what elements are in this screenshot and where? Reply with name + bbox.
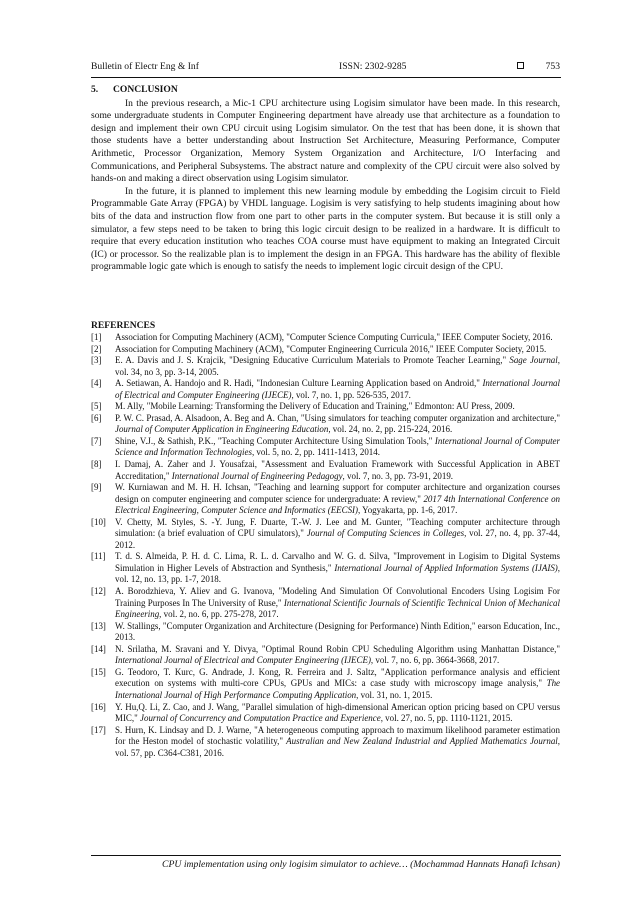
section-heading xyxy=(91,84,560,97)
reference-item xyxy=(91,644,560,667)
reference-number: [8] xyxy=(91,459,102,470)
reference-item xyxy=(91,482,560,517)
reference-details: , vol. 7, no. 6, pp. 3664-3668, 2017. xyxy=(370,655,500,666)
reference-item xyxy=(91,332,560,344)
reference-source: International Journal of Applied Information Systems (IJAIS) xyxy=(334,562,558,573)
header-rule xyxy=(91,77,561,78)
issn: ISSN: 2302-9285 xyxy=(339,61,407,72)
reference-item xyxy=(91,702,560,725)
reference-source: Australian and New Zealand Industrial and Applied Mathematics Journal xyxy=(286,736,558,747)
reference-item xyxy=(91,378,560,401)
reference-source: The International Journal of High Performance Computing Application xyxy=(115,678,560,700)
reference-text: E. A. Davis and J. S. Krajcik, "Designing Educative Curriculum Materials to Promote Teacher Learning," xyxy=(115,355,510,366)
reference-text: W. Kurniawan and M. H. H. Ichsan, "Teaching and learning support for computer architecture and organization courses design on computer engineering and computer science for undergraduate: A review," xyxy=(115,482,560,504)
reference-source: International Scientific Journals of Scientific Technical Union of Mechanical Engineering, xyxy=(115,597,560,620)
reference-item xyxy=(91,436,560,459)
square-icon xyxy=(517,62,524,69)
reference-source: Journal of Concurrency and Computation Practice and Experience xyxy=(140,713,381,724)
reference-number: [4] xyxy=(91,378,102,389)
reference-text: Y. Hu,Q. Li, Z. Cao, and J. Wang, "Parallel simulation of high-dimensional American option pricing based on CPU versus MIC," xyxy=(115,701,560,724)
reference-text: Shine, V.J., & Sathish, P.K., "Teaching Computer Architecture Using Simulation Tools," xyxy=(115,435,435,446)
conclusion-section xyxy=(91,84,560,274)
reference-number: [10] xyxy=(91,516,106,527)
reference-text: S. Hurn, K. Lindsay and D. J. Warne, "A heterogeneous computing approach to maximum likelihood parameter estimation for the Heston model of stochastic volatility," xyxy=(115,724,560,747)
reference-details: , vol. 7, no. 3, pp. 73-91, 2019. xyxy=(342,470,454,481)
reference-number: [6] xyxy=(91,412,102,423)
reference-item xyxy=(91,621,560,644)
reference-number: [9] xyxy=(91,482,102,493)
reference-source: International Journal of Computer Science and Information Technologies xyxy=(115,435,560,458)
reference-source: International Journal of Electrical and Computer Engineering (IJECE) xyxy=(115,378,560,400)
reference-source: Sage Journal xyxy=(509,355,558,366)
reference-details: , vol. 12, no. 13, pp. 1-7, 2018. xyxy=(115,562,560,585)
reference-source: Journal of Computing Sciences in Colleges xyxy=(306,528,465,539)
reference-number: [13] xyxy=(91,620,106,631)
reference-text: I. Damaj, A. Zaher and J. Yousafzai, "Assessment and Evaluation Framework with Successful Application in ABET Accreditation," xyxy=(115,459,560,481)
running-footer: CPU implementation using only logisim simulator to achieve… (Mochammad Hannats Hanafi Ichsan) xyxy=(162,859,560,870)
reference-number: [15] xyxy=(91,666,106,677)
references-heading: REFERENCES xyxy=(91,320,156,331)
reference-list xyxy=(91,332,560,759)
section-title: CONCLUSION xyxy=(113,84,178,95)
reference-source: International Journal of Engineering Pedagogy xyxy=(171,470,343,481)
reference-item xyxy=(91,517,560,552)
reference-text: P. W. C. Prasad, A. Alsadoon, A. Beg and A. Chan, "Using simulators for teaching computer organization and architecture," xyxy=(115,412,560,423)
reference-details: , vol. 27, no. 5, pp. 1110-1121, 2015. xyxy=(380,713,513,724)
reference-item xyxy=(91,401,560,413)
reference-item xyxy=(91,459,560,482)
reference-text: Association for Computing Machinery (ACM), "Computer Science Computing Curricula," IEEE Computer Society, 2016. xyxy=(115,332,553,342)
reference-details: , vol. 31, no. 1, 2015. xyxy=(356,689,433,700)
reference-number: [11] xyxy=(91,551,106,562)
reference-details: , vol. 57, pp. C364-C381, 2016. xyxy=(115,736,561,758)
reference-item xyxy=(91,551,560,586)
reference-text: N. Srilatha, M. Sravani and Y. Divya, "Optimal Round Robin CPU Scheduling Algorithm using Manhattan Distance," xyxy=(115,643,560,654)
reference-number: [14] xyxy=(91,643,106,654)
reference-source: Journal of Computer Application in Engineering Education, xyxy=(115,424,331,435)
reference-text: Association for Computing Machinery (ACM), "Computer Engineering Curricula 2016," IEEE Computer Society, 2015. xyxy=(115,343,547,354)
reference-details: , vol. 7, no. 1, pp. 526-535, 2017. xyxy=(291,389,411,400)
reference-number: [7] xyxy=(91,435,102,446)
reference-number: [5] xyxy=(91,401,102,412)
reference-item xyxy=(91,725,560,760)
reference-number: [1] xyxy=(91,332,102,342)
reference-item xyxy=(91,344,560,356)
reference-details: , Yogyakarta, pp. 1-6, 2017. xyxy=(358,505,458,516)
reference-number: [17] xyxy=(91,724,106,735)
reference-item xyxy=(91,355,560,378)
reference-source: International Journal of Electrical and Computer Engineering (IJECE) xyxy=(115,655,371,666)
reference-source: 2017 4th International Conference on Electrical Engineering, Computer Science and Informatics (EECSI) xyxy=(115,493,561,516)
reference-text: G. Teodoro, T. Kurc, G. Andrade, J. Kong, R. Ferreira and J. Saltz, "Application performance analysis and efficient execution on systems with multi-core CPUs, GPUs and MICs: a case study with microscopy image analysis," xyxy=(115,666,560,689)
reference-text: A. Setiawan, A. Handojo and R. Hadi, "Indonesian Culture Learning Application based on Android," xyxy=(115,378,483,389)
reference-number: [16] xyxy=(91,701,106,712)
journal-name: Bulletin of Electr Eng & Inf xyxy=(91,61,199,72)
reference-item xyxy=(91,667,560,702)
paragraph: In the previous research, a Mic-1 CPU architecture using Logisim simulator have been made. In this research, some undergraduate students in Computer Engineering department have already use that architecture as a foundation to design and implement their own CPU circuit using Logisim simulator. On the test that has been done, it is shown that those students have a better understanding about Instruction Set Architecture, Measuring Performance, Computer Arithmetic, Processor Organization, Memory System Organization and Architecture, I/O Interfacing and Communications, and Peripheral Subsystems. The abstract nature and complexity of the CPU circuit were also solved by hands-on and making a direct observation using Logisim simulator. xyxy=(91,97,560,185)
paragraph: In the future, it is planned to implement this new learning module by embedding the Logisim circuit to Field Programmable Gate Array (FPGA) by VHDL language. Logisim is very satisfying to help students imagining about how bits of the data and instruction flow from one part to other parts in the computer system. But because it is still only a simulator, a few steps need to be taken to bring this logic circuit design to be realized in a hardware. It is difficult to require that every education institution who teaches COA course must have equipment to making an Integrated Circuit (IC) or processor. So the realizable plan is to implement the design in an FPGA. This hardware has the ability of flexible programmable logic gate which is enough to satisfy the needs to implement logic circuit design of the CPU. xyxy=(91,185,560,273)
reference-text: T. d. S. Almeida, P. H. d. C. Lima, R. L. d. Carvalho and W. G. d. Silva, "Improvement in Logisim to Digital Systems Simulation in Higher Levels of Abstraction and Synthesis," xyxy=(115,551,560,573)
reference-item xyxy=(91,586,560,621)
reference-number: [3] xyxy=(91,355,102,366)
footer-rule xyxy=(91,855,561,856)
reference-number: [12] xyxy=(91,586,106,597)
reference-details: , vol. 27, no. 4, pp. 37-44, 2012. xyxy=(115,528,560,550)
reference-text: M. Ally, "Mobile Learning: Transforming the Delivery of Education and Training," Edmonton: AU Press, 2009. xyxy=(115,401,515,412)
page-number: 753 xyxy=(545,61,560,72)
reference-details: vol. 2, no. 6, pp. 275-278, 2017. xyxy=(161,609,279,620)
reference-details: vol. 24, no. 2, pp. 215-224, 2016. xyxy=(330,424,453,435)
reference-text: V. Chetty, M. Styles, S. -Y. Jung, F. Duarte, T.-W. J. Lee and M. Gunter, "Teaching computer architecture through simulation: (a brief evaluation of CPU simulators)," xyxy=(115,516,560,539)
reference-text: W. Stallings, "Computer Organization and Architecture (Designing for Performance) Ninth Edition," earson Education, Inc., 2013. xyxy=(115,620,560,643)
reference-number: [2] xyxy=(91,343,102,354)
running-header xyxy=(91,60,560,74)
reference-text: A. Borodzhieva, Y. Aliev and G. Ivanova, "Modeling And Simulation Of Convolutional Encoders Using Logisim For Training Purposes In The University of Ruse," xyxy=(115,586,560,608)
reference-details: , vol. 34, no 3, pp. 3-14, 2005. xyxy=(115,355,560,377)
reference-item xyxy=(91,413,560,436)
reference-details: , vol. 5, no. 2, pp. 1411-1413, 2014. xyxy=(251,447,380,458)
section-number: 5. xyxy=(91,84,99,95)
